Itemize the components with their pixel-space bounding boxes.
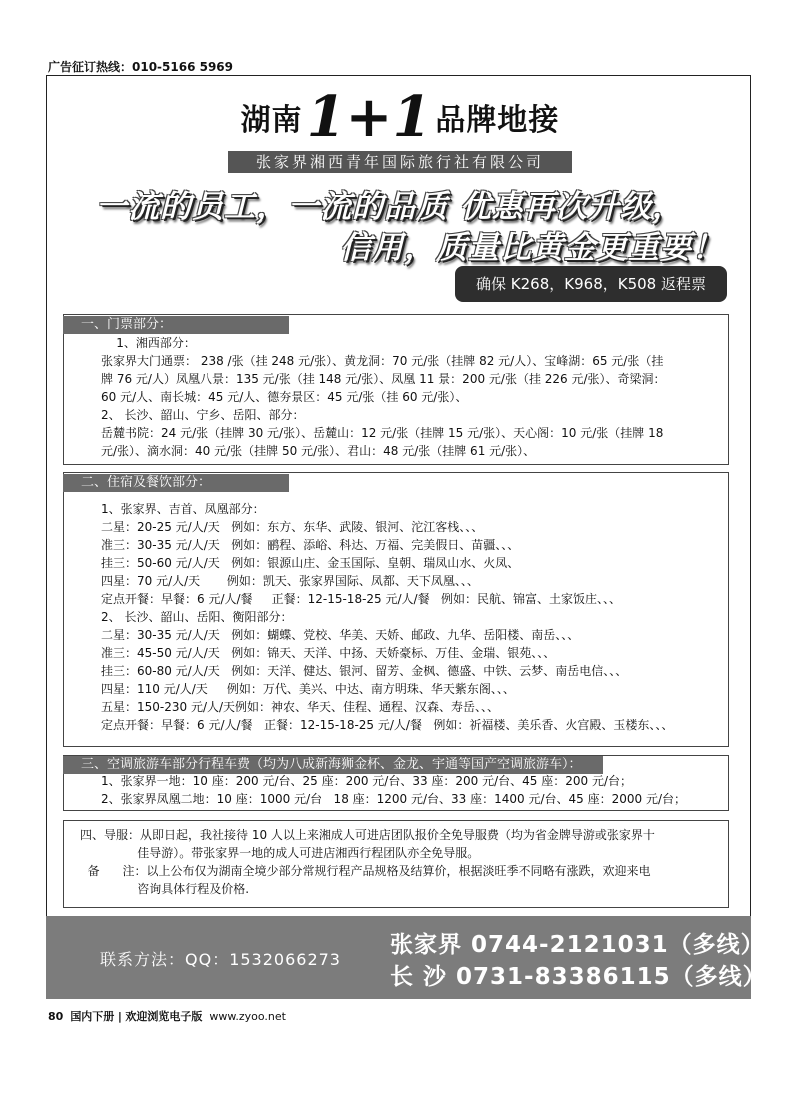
text-line: 定点开餐：早餐：6 元/人/餐 正餐：12-15-18-25 元/人/餐 例如：祈福楼、美乐香、火宫殿、玉楼东、、、 xyxy=(101,718,674,732)
text-line: 2、 长沙、韶山、岳阳、衡阳部分： xyxy=(101,610,293,624)
lodging-heading: 二、住宿及餐饮部分： xyxy=(63,474,289,492)
title-left: 湖南 xyxy=(240,103,303,138)
slogan-line-2: 信用，质量比黄金更重要！ xyxy=(340,230,724,266)
text-line: 佳导游）。带张家界一地的成人可进店湘西行程团队亦全免导服。 xyxy=(80,846,480,860)
text-line: 挂三：60-80 元/人/天 例如：天洋、健达、银河、留芳、金枫、德盛、中铁、云梦、南岳电信、、、 xyxy=(101,664,628,678)
text-line: 咨询具体行程及价格. xyxy=(80,882,250,896)
text-line: 挂三：50-60 元/人/天 例如：银源山庄、金玉国际、皇朝、瑞凤山水、火凤、 xyxy=(101,556,520,570)
text-line: 四、导服：从即日起，我社接待 10 人以上来湘成人可进店团队报价全免导服费（均为省金牌导游或张家界十 xyxy=(80,828,655,842)
footer-tagline: 欢迎浏览电子版 xyxy=(125,1010,203,1023)
bus-lines xyxy=(101,772,686,808)
text-line: 60 元/人、南长城：45 元/人、德夯景区：45 元/张（挂 60 元/张）、 xyxy=(101,390,468,404)
contact-phone-changsha: 长 沙 0731-83386115（多线） xyxy=(390,964,767,990)
page-number: 80 xyxy=(48,1010,64,1023)
tickets-heading: 一、门票部分： xyxy=(63,316,289,334)
title-right: 品牌地接 xyxy=(435,103,560,138)
text-line: 牌 76 元/人）凤凰八景：135 元/张（挂 148 元/张）、凤凰 11 景：200 元/张（挂 226 元/张）、奇梁洞： xyxy=(101,372,666,386)
contact-qq: 联系方法：QQ：1532066273 xyxy=(100,950,341,969)
text-line: 1、张家界一地：10 座：200 元/台、25 座：200 元/台、33 座：200 元/台、45 座：200 元/台； xyxy=(101,774,633,788)
text-line: 2、 长沙、韶山、宁乡、岳阳、部分： xyxy=(101,408,305,422)
text-line: 元/张）、滴水洞：40 元/张（挂牌 50 元/张）、君山：48 元/张（挂牌 61 元/张）、 xyxy=(101,444,536,458)
text-line: 岳麓书院：24 元/张（挂牌 30 元/张）、岳麓山：12 元/张（挂牌 15 元/张）、天心阁：10 元/张（挂牌 18 xyxy=(101,426,664,440)
slogan-line-1: 一流的员工，一流的品质 优惠再次升级， xyxy=(96,189,684,225)
company-name: 张家界湘西青年国际旅行社有限公司 xyxy=(228,151,572,173)
page-footer xyxy=(48,1008,286,1024)
text-line: 四星：110 元/人/天 例如：万代、美兴、中达、南方明珠、华天紫东阁、、、 xyxy=(101,682,515,696)
title-big: 1+1 xyxy=(306,84,432,150)
text-line: 四星：70 元/人/天 例如：凯天、张家界国际、凤都、天下凤凰、、、 xyxy=(101,574,479,588)
contact-phone-zhangjiajie: 张家界 0744-2121031（多线） xyxy=(390,932,765,958)
return-ticket-badge: 确保 K268，K968，K508 返程票 xyxy=(455,266,727,302)
text-line: 准三：30-35 元/人/天 例如：鹂程、添峪、科达、万福、完美假日、苗疆、、、 xyxy=(101,538,520,552)
text-line: 张家界大门通票： 238 /张（挂 248 元/张）、黄龙洞：70 元/张（挂牌 82 元/人）、宝峰湖：65 元/张（挂 xyxy=(101,354,664,368)
text-line: 2、张家界凤凰二地：10 座：1000 元/台 18 座：1200 元/台、33 座：1400 元/台、45 座：2000 元/台； xyxy=(101,792,687,806)
bus-heading: 三、空调旅游车部分行程车费（均为八成新海狮金杯、金龙、宇通等国产空调旅游车）： xyxy=(63,756,603,774)
footer-section: 国内下册 xyxy=(70,1010,115,1023)
ad-title xyxy=(0,84,800,150)
text-line: 定点开餐：早餐：6 元/人/餐 正餐：12-15-18-25 元/人/餐 例如：民航、锦富、土家饭庄、、、 xyxy=(101,592,622,606)
text-line: 五星：150-230 元/人/天例如：神农、华天、佳程、通程、汉森、寿岳、、、 xyxy=(101,700,500,714)
tickets-lines xyxy=(101,334,666,460)
text-line: 准三：45-50 元/人/天 例如：锦天、天洋、中扬、天娇豪标、万佳、金瑞、银苑、、、 xyxy=(101,646,556,660)
ad-hotline: 广告征订热线：010-5166 5969 xyxy=(48,60,234,74)
text-line: 1、张家界、吉首、凤凰部分： xyxy=(101,502,265,516)
notes-lines xyxy=(80,826,655,898)
text-line: 1、湘西部分： xyxy=(101,336,196,350)
footer-url[interactable]: www.zyoo.net xyxy=(209,1010,286,1023)
text-line: 备 注：以上公布仅为湖南全境少部分常规行程产品规格及结算价，根据淡旺季不同略有涨跌，欢迎来电 xyxy=(80,864,651,878)
text-line: 二星：20-25 元/人/天 例如：东方、东华、武陵、银河、沱江客栈、、、 xyxy=(101,520,484,534)
footer-separator: | xyxy=(117,1010,122,1023)
text-line: 二星：30-35 元/人/天 例如：蝴蝶、党校、华美、天娇、邮政、九华、岳阳楼、南岳、、、 xyxy=(101,628,580,642)
lodging-lines xyxy=(101,500,673,734)
